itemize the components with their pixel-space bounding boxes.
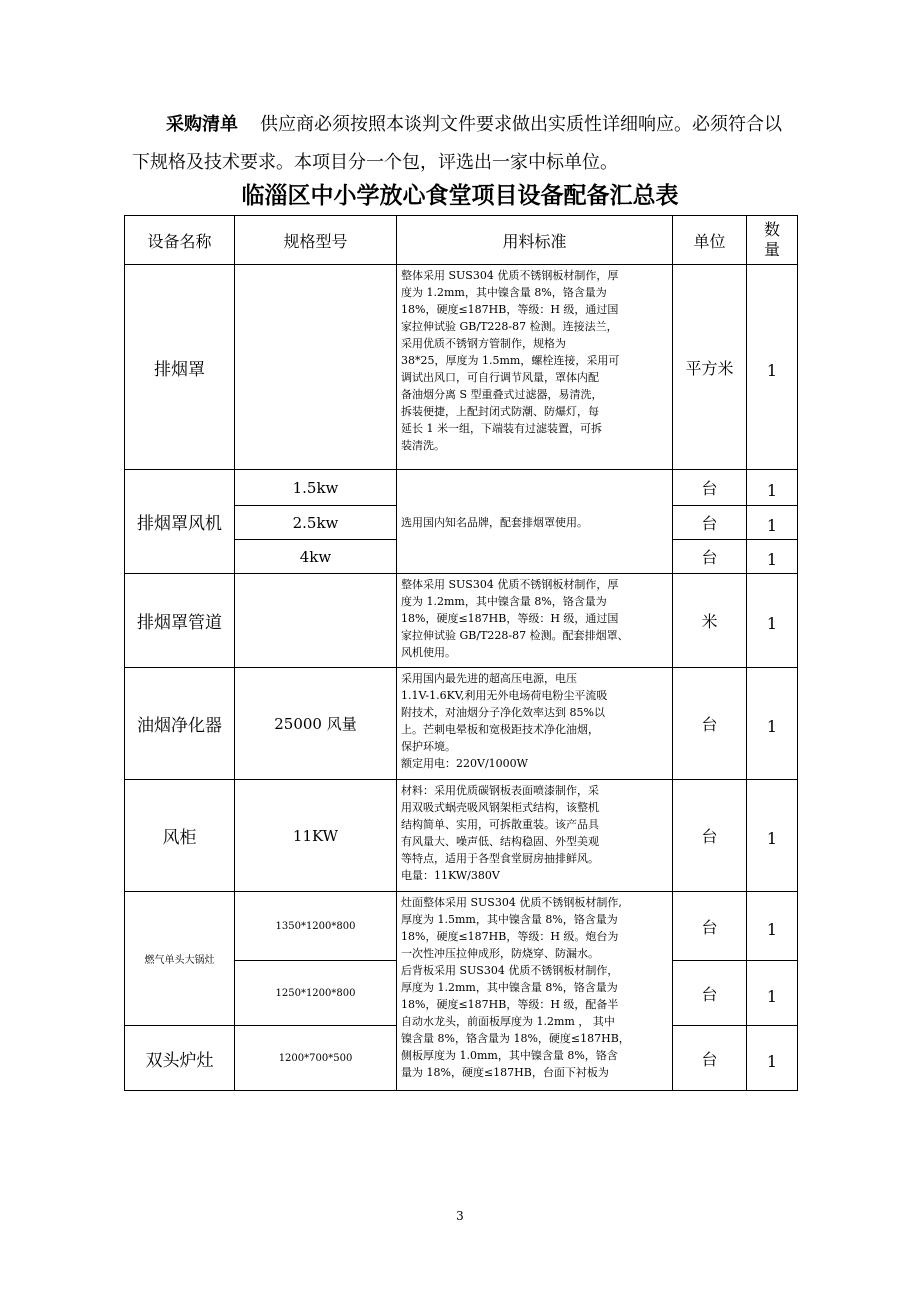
row-qty: 1 bbox=[747, 961, 798, 1026]
equipment-summary-table bbox=[124, 215, 798, 1091]
row-name: 排烟罩管道 bbox=[125, 574, 235, 668]
row-unit: 台 bbox=[673, 470, 747, 506]
row-qty: 1 bbox=[747, 1026, 798, 1091]
row-unit: 台 bbox=[673, 1026, 747, 1091]
row-name: 油烟净化器 bbox=[125, 668, 235, 780]
row-name: 风柜 bbox=[125, 780, 235, 892]
row-qty: 1 bbox=[747, 668, 798, 780]
row-qty: 1 bbox=[747, 540, 798, 574]
row-spec: 1350*1200*800 bbox=[235, 892, 397, 961]
row-name: 双头炉灶 bbox=[125, 1026, 235, 1091]
header-name: 设备名称 bbox=[125, 216, 235, 265]
row-qty: 1 bbox=[747, 574, 798, 668]
header-qty: 数 量 bbox=[747, 216, 798, 265]
row-spec: 1250*1200*800 bbox=[235, 961, 397, 1026]
procurement-list-label: 采购清单 bbox=[166, 114, 238, 135]
row-spec: 2.5kw bbox=[235, 506, 397, 540]
row-unit: 平方米 bbox=[673, 265, 747, 470]
table-row bbox=[125, 574, 798, 668]
row-name: 排烟罩风机 bbox=[125, 470, 235, 574]
row-unit: 台 bbox=[673, 892, 747, 961]
row-unit: 台 bbox=[673, 540, 747, 574]
procurement-intro-text: 供应商必须按照本谈判文件要求做出实质性详细响应。必须符合以下规格及技术要求。本项目分一个包，评选出一家中标单位。 bbox=[132, 114, 782, 173]
row-spec bbox=[235, 574, 397, 668]
row-unit: 台 bbox=[673, 668, 747, 780]
row-spec: 25000 风量 bbox=[235, 668, 397, 780]
header-material: 用料标准 bbox=[397, 216, 673, 265]
row-material: 材料：采用优质碳钢板表面喷漆制作，采 用双吸式蜗壳吸风钢架柜式结构，该整机 结构简单、实用，可拆散重装。该产品具 有风量大、噪声低、结构稳固、外型美观 等特点，适用于各型食堂厨房抽排鲜风。 电量：11KW/380V bbox=[397, 780, 673, 892]
row-unit: 台 bbox=[673, 961, 747, 1026]
row-material: 选用国内知名品牌，配套排烟罩使用。 bbox=[397, 470, 673, 574]
row-name: 燃气单头大锅灶 bbox=[125, 892, 235, 1026]
row-material: 整体采用 SUS304 优质不锈钢板材制作，厚 度为 1.2mm，其中镍含量 8%，铬含量为 18%，硬度≤187HB，等级：H 级，通过国 家拉伸试验 GB/T228-87 检测。连接法兰， 采用优质不锈钢方管制作，规格为 38*25，厚度为 1.5mm，螺栓连接，采用可 调试出风口，可自行调节风量，罩体内配 备油烟分离 S 型重叠式过滤器，易清洗， 拆装便捷，上配封闭式防潮、防爆灯，每 延长 1 米一组，下端装有过滤装置，可拆 装清洗。 bbox=[397, 265, 673, 470]
table-row bbox=[125, 668, 798, 780]
procurement-intro bbox=[132, 106, 782, 182]
row-spec: 1.5kw bbox=[235, 470, 397, 506]
row-unit: 米 bbox=[673, 574, 747, 668]
row-spec: 1200*700*500 bbox=[235, 1026, 397, 1091]
row-qty: 1 bbox=[747, 265, 798, 470]
row-qty: 1 bbox=[747, 470, 798, 506]
row-material: 采用国内最先进的超高压电源，电压 1.1V-1.6KV,利用无外电场荷电粉尘平流吸 附技术，对油烟分子净化效率达到 85%以 上。芒刺电晕板和宽极距技术净化油烟， 保护环境。 额定用电：220V/1000W bbox=[397, 668, 673, 780]
row-qty: 1 bbox=[747, 892, 798, 961]
table-row bbox=[125, 470, 798, 506]
table-row bbox=[125, 265, 798, 470]
row-spec bbox=[235, 265, 397, 470]
row-unit: 台 bbox=[673, 780, 747, 892]
row-unit: 台 bbox=[673, 506, 747, 540]
row-qty: 1 bbox=[747, 780, 798, 892]
row-material: 灶面整体采用 SUS304 优质不锈钢板材制作, 厚度为 1.5mm，其中镍含量 8%，铬含量为 18%，硬度≤187HB，等级：H 级。炮台为 一次性冲压拉伸成形，防烧穿、防漏水。 后背板采用 SUS304 优质不锈钢板材制作， 厚度为 1.2mm，其中镍含量 8%，铬含量为 18%，硬度≤187HB，等级：H 级，配备半 自动水龙头，前面板厚度为 1.2mm ， 其中 镍含量 8%，铬含量为 18%，硬度≤187HB， 侧板厚度为 1.0mm，其中镍含量 8%，铬含 量为 18%，硬度≤187HB，台面下衬板为 bbox=[397, 892, 673, 1091]
table-title: 临淄区中小学放心食堂项目设备配备汇总表 bbox=[241, 183, 679, 209]
page-number: 3 bbox=[456, 1209, 464, 1223]
row-name: 排烟罩 bbox=[125, 265, 235, 470]
row-spec: 4kw bbox=[235, 540, 397, 574]
table-row bbox=[125, 892, 798, 961]
table-header-row bbox=[125, 216, 798, 265]
row-qty: 1 bbox=[747, 506, 798, 540]
header-unit: 单位 bbox=[673, 216, 747, 265]
row-spec: 11KW bbox=[235, 780, 397, 892]
table-row bbox=[125, 780, 798, 892]
row-material: 整体采用 SUS304 优质不锈钢板材制作，厚 度为 1.2mm，其中镍含量 8%，铬含量为 18%，硬度≤187HB，等级：H 级，通过国 家拉伸试验 GB/T228-87 检测。配套排烟罩、 风机使用。 bbox=[397, 574, 673, 668]
header-spec: 规格型号 bbox=[235, 216, 397, 265]
